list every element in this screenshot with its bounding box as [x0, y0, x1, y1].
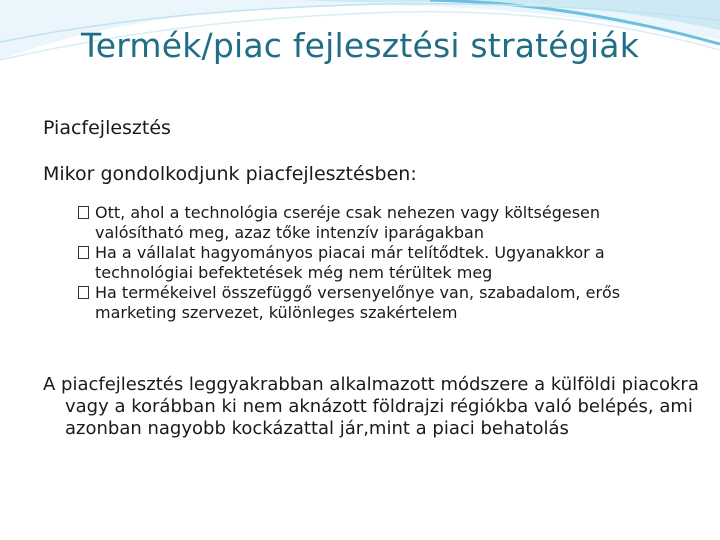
section-heading: Piacfejlesztés	[43, 117, 171, 139]
bullet-box-icon	[78, 286, 89, 299]
question-heading: Mikor gondolkodjunk piacfejlesztésben:	[43, 163, 417, 185]
bullet-text: Ha a vállalat hagyományos piacai már telítődtek. Ugyanakkor a technológiai befektetések még nem térültek meg	[95, 243, 605, 282]
bullet-text: Ott, ahol a technológia cseréje csak nehezen vagy költségesen valósítható meg, azaz tőke intenzív iparágakban	[95, 203, 601, 242]
bullet-item	[78, 243, 678, 283]
summary-paragraph: A piacfejlesztés leggyakrabban alkalmazott módszere a külföldi piacokra vagy a korábban ki nem aknázott földrajzi régiókba való belépés, ami azonban nagyobb kockázattal jár,mint a piaci behatolás	[43, 374, 699, 439]
bullet-box-icon	[78, 206, 89, 219]
bullet-list	[78, 203, 678, 323]
bullet-item	[78, 283, 678, 323]
bullet-item	[78, 203, 678, 243]
bullet-box-icon	[78, 246, 89, 259]
slide-title: Termék/piac fejlesztési stratégiák	[80, 26, 640, 65]
bullet-text: Ha termékeivel összefüggő versenyelőnye van, szabadalom, erős marketing szervezet, különleges szakértelem	[95, 283, 621, 322]
